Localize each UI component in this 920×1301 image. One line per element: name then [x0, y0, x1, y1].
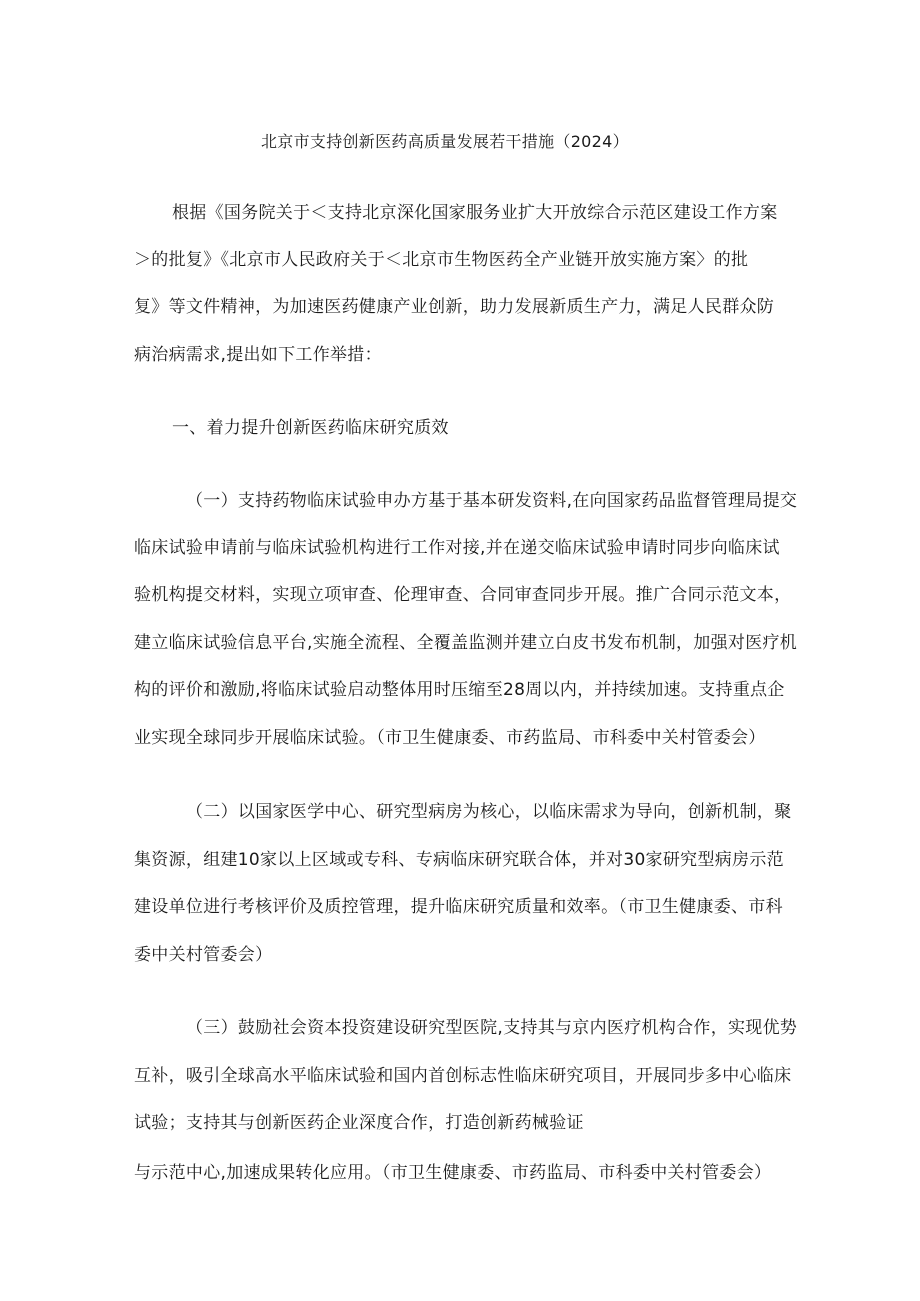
- item1-line: 验机构提交材料，实现立项审查、伦理审查、合同审查同步开展。推广合同示范文本，: [134, 585, 792, 605]
- item1-line: 建立临床试验信息平台,实施全流程、全覆盖监测并建立白皮书发布机制，加强对医疗机: [134, 633, 798, 653]
- intro-line: 复》等文件精神，为加速医药健康产业创新，助力发展新质生产力，满足人民群众防: [134, 297, 775, 317]
- item3-line: 互补，吸引全球高水平临床试验和国内首创标志性临床研究项目，开展同步多中心临床: [134, 1066, 792, 1086]
- intro-line: 病治病需求,提出如下工作举措：: [134, 345, 382, 365]
- item2-line: 建设单位进行考核评价及质控管理，提升临床研究质量和效率。（市卫生健康委、市科: [134, 897, 783, 917]
- document-title: 北京市支持创新医药高质量发展若干措施（2024）: [261, 132, 629, 151]
- item3-line: （三）鼓励社会资本投资建设研究型医院,支持其与京内医疗机构合作，实现优势: [186, 1018, 798, 1038]
- item1-line: 临床试验申请前与临床试验机构进行工作对接,并在递交临床试验申请时同步向临床试: [134, 538, 780, 558]
- item1-line: （一）支持药物临床试验申办方基于基本研发资料,在向国家药品监督管理局提交: [186, 491, 798, 511]
- item2-line: 集资源，组建10家以上区域或专科、专病临床研究联合体，并对30家研究型病房示范: [134, 850, 784, 870]
- section-heading: 一、着力提升创新医药临床研究质效: [172, 418, 449, 438]
- item3-line: 试验；支持其与创新医药企业深度合作，打造创新药械验证: [134, 1113, 584, 1133]
- item1-line: 构的评价和激励,将临床试验启动整体用时压缩至28周以内，并持续加速。支持重点企: [134, 680, 785, 700]
- intro-line: ＞的批复》《北京市人民政府关于＜北京市生物医药全产业链开放实施方案〉的批: [134, 250, 749, 270]
- item2-line: （二）以国家医学中心、研究型病房为核心，以临床需求为导向，创新机制，聚: [186, 802, 792, 822]
- item1-line: 业实现全球同步开展临床试验。（市卫生健康委、市药监局、市科委中关村管委会）: [134, 728, 766, 748]
- item2-line: 委中关村管委会）: [134, 945, 273, 965]
- intro-line: 根据《国务院关于＜支持北京深化国家服务业扩大开放综合示范区建设工作方案: [172, 203, 778, 223]
- item3-line: 与示范中心,加速成果转化应用。（市卫生健康委、市药监局、市科委中关村管委会）: [134, 1163, 772, 1183]
